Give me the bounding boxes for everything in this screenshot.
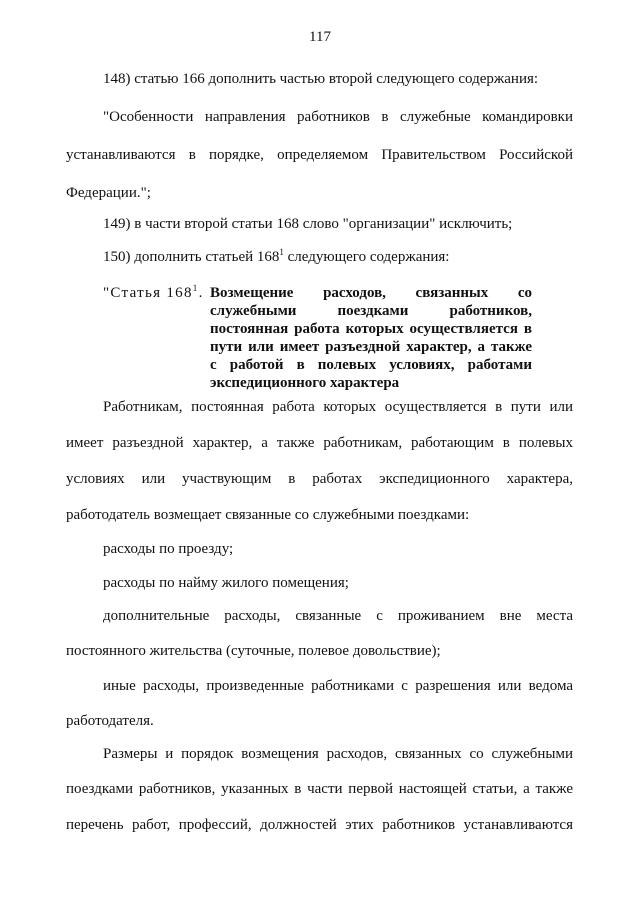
quote-line-2: устанавливаются в порядке, определяемом Правительством Российской [66, 147, 573, 163]
paragraph-149: 149) в части второй статьи 168 слово "организации" исключить; [103, 216, 513, 232]
paragraph-150-text-end: следующего содержания: [283, 249, 450, 265]
article-label [103, 284, 204, 302]
article-title-line-1: Возмещение расходов, связанных со [210, 285, 532, 301]
body-line-5: расходы по проезду; [103, 541, 234, 557]
article-title-line-6: экспедиционного характера [210, 375, 400, 391]
body-line-8: постоянного жительства (суточные, полевое довольствие); [66, 643, 441, 659]
body-line-13: перечень работ, профессий, должностей этих работников устанавливаются [66, 817, 573, 833]
article-label-text: "Статья 168 [103, 285, 193, 301]
body-line-9: иные расходы, произведенные работниками с разрешения или ведома [103, 678, 573, 694]
body-line-1: Работникам, постоянная работа которых осуществляется в пути или [103, 399, 573, 415]
paragraph-148: 148) статью 166 дополнить частью второй следующего содержания: [103, 71, 539, 87]
body-line-10: работодателя. [66, 713, 154, 729]
article-title-line-4: пути или имеет разъездной характер, а также [210, 339, 532, 355]
body-line-3: условиях или участвующим в работах экспедиционного характера, [66, 471, 573, 487]
paragraph-150 [103, 248, 449, 266]
article-label-dot: . [198, 285, 204, 301]
paragraph-150-text: 150) дополнить статьей 168 [103, 249, 280, 265]
page-number: 117 [309, 29, 331, 45]
body-line-6: расходы по найму жилого помещения; [103, 575, 349, 591]
body-line-11: Размеры и порядок возмещения расходов, связанных со служебными [103, 746, 573, 762]
body-line-4: работодатель возмещает связанные со служебными поездками: [66, 507, 470, 523]
body-line-7: дополнительные расходы, связанные с проживанием вне места [103, 608, 573, 624]
paragraph-150-superscript: 1 [279, 247, 284, 257]
article-title-line-3: постоянная работа которых осуществляется в [210, 321, 532, 337]
body-line-12: поездками работников, указанных в части первой настоящей статьи, а также [66, 781, 573, 797]
body-line-2: имеет разъездной характер, а также работникам, работающим в полевых [66, 435, 573, 451]
quote-line-3: Федерации."; [66, 185, 151, 201]
article-label-superscript: 1 [192, 283, 199, 293]
article-title-line-2: служебными поездками работников, [210, 303, 532, 319]
quote-line-1: "Особенности направления работников в служебные командировки [103, 109, 573, 125]
article-title-line-5: с работой в полевых условиях, работами [210, 357, 532, 373]
